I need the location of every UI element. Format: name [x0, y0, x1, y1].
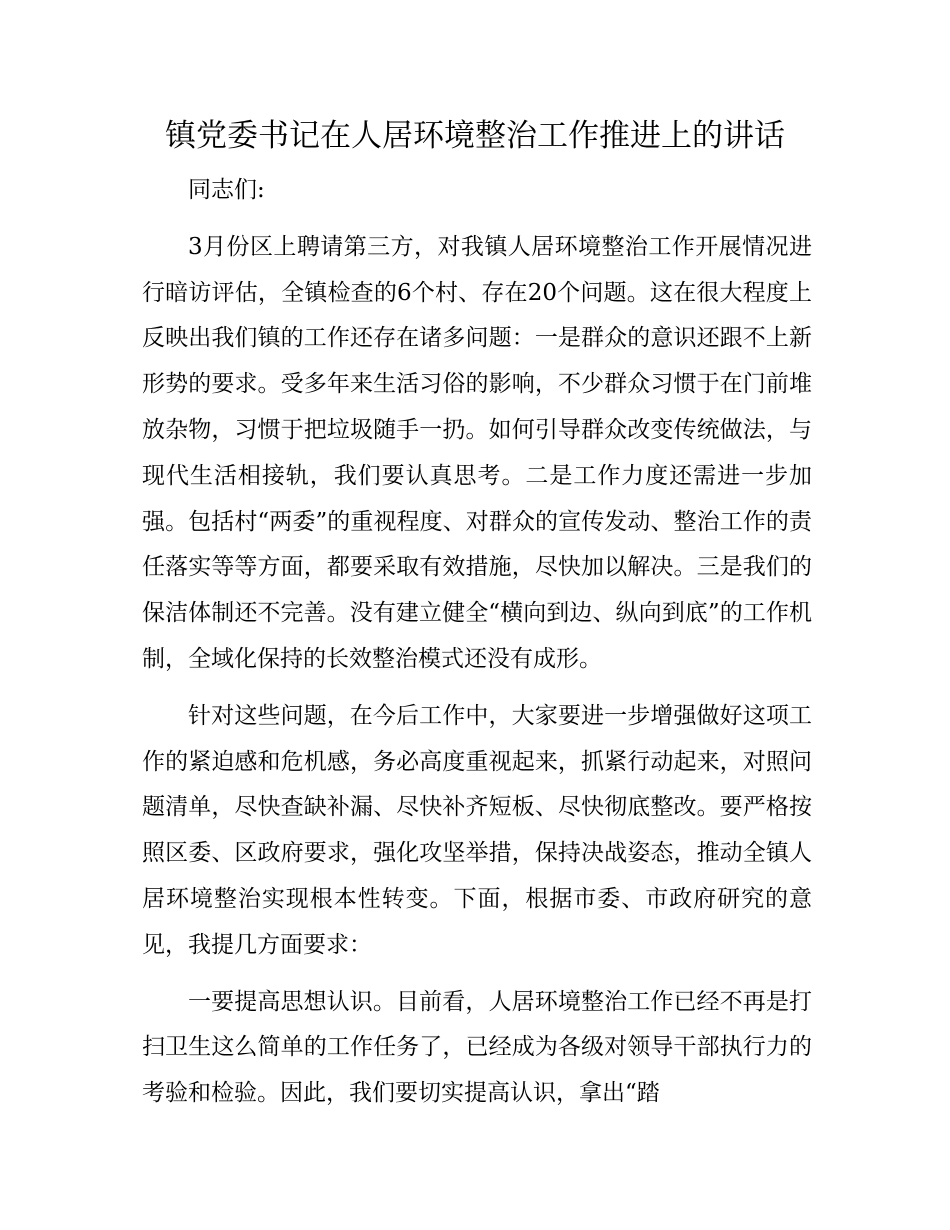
paragraph: 针对这些问题，在今后工作中，大家要进一步增强做好这项工作的紧迫感和危机感，务必高度重视起来，抓紧行动起来，对照问题清单，尽快查缺补漏、尽快补齐短板、尽快彻底整改。要严格按照区委、区政府要求，强化攻坚举措，保持决战姿态，推动全镇人居环境整治实现根本性转变。下面，根据市委、市政府研究的意见，我提几方面要求：	[142, 702, 812, 958]
paragraph: 3月份区上聘请第三方，对我镇人居环境整治工作开展情况进行暗访评估，全镇检查的6个村、存在20个问题。这在很大程度上反映出我们镇的工作还存在诸多问题：一是群众的意识还跟不上新形势的要求。受多年来生活习俗的影响，不少群众习惯于在门前堆放杂物，习惯于把垃圾随手一扔。如何引导群众改变传统做法，与现代生活相接轨，我们要认真思考。二是工作力度还需进一步加强。包括村“两委”的重视程度、对群众的宣传发动、整治工作的责任落实等等方面，都要采取有效措施，尽快加以解决。三是我们的保洁体制还不完善。没有建立健全“横向到边、纵向到底”的工作机制，全域化保持的长效整治模式还没有成形。	[142, 233, 812, 672]
salutation: 同志们:	[188, 177, 265, 203]
paragraph: 一要提高思想认识。目前看，人居环境整治工作已经不再是打扫卫生这么简单的工作任务了，已经成为各级对领导干部执行力的考验和检验。因此，我们要切实提高认识，拿出“踏	[142, 988, 812, 1107]
document-title: 镇党委书记在人居环境整治工作推进上的讲话	[165, 118, 785, 154]
document-body	[142, 168, 812, 1117]
